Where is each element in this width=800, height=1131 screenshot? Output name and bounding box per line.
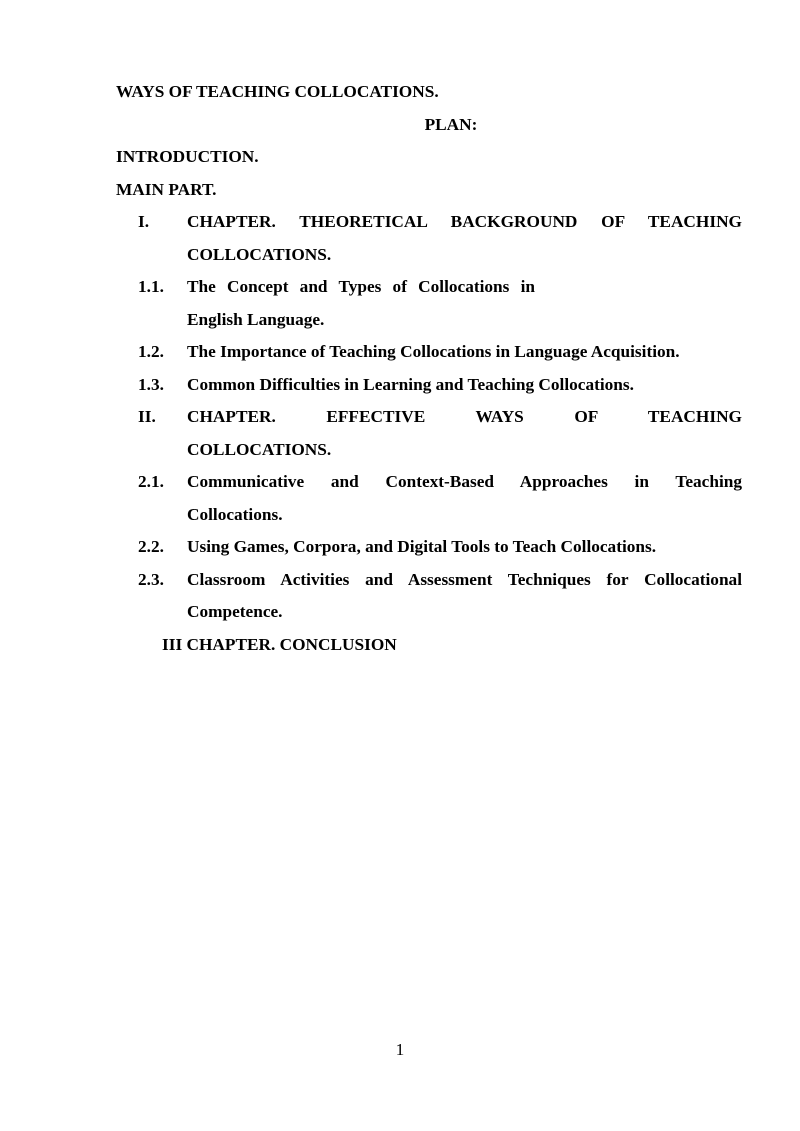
toc-text-line: Collocations.	[187, 504, 283, 524]
toc-item-2-2	[116, 531, 742, 564]
toc-text-line: Using Games, Corpora, and Digital Tools to Teach Collocations.	[187, 537, 657, 556]
toc-item-chapter-3: III CHAPTER. CONCLUSION	[162, 634, 397, 654]
toc-text-line: Classroom Activities and Assessment Techniques for Collocational	[187, 569, 742, 589]
toc-text	[187, 564, 742, 629]
toc-text-line: CHAPTER. EFFECTIVE WAYS OF TEACHING	[187, 407, 742, 426]
toc-number: 2.1.	[138, 472, 164, 491]
toc-text-line: Common Difficulties in Learning and Teaching Collocations.	[187, 374, 634, 394]
toc-text-line: CHAPTER. THEORETICAL BACKGROUND OF TEACHING	[187, 212, 742, 231]
toc-text-line: Communicative and Context-Based Approaches in Teaching	[187, 472, 742, 491]
toc-item-1-1	[116, 271, 742, 336]
toc-number: 1.2.	[138, 342, 164, 361]
toc-item-1-2	[116, 336, 742, 369]
toc-text-line: English Language.	[187, 309, 325, 329]
toc-text-line: The Importance of Teaching Collocations in Language Acquisition.	[187, 342, 680, 361]
toc-text-line: COLLOCATIONS.	[187, 439, 332, 459]
toc-text	[187, 401, 742, 466]
toc-item-chapter-1	[116, 206, 742, 271]
toc-item-2-1	[116, 466, 742, 531]
introduction-heading: INTRODUCTION.	[116, 147, 259, 166]
plan-heading: PLAN:	[424, 114, 478, 134]
toc-item-1-3	[116, 369, 742, 402]
toc-text	[187, 271, 742, 336]
toc-text	[187, 206, 742, 271]
toc-item-2-3	[116, 564, 742, 629]
toc-text	[187, 336, 742, 369]
toc-text-line: Competence.	[187, 602, 283, 621]
toc-number: 1.3.	[138, 374, 164, 394]
page-number: 1	[395, 1040, 405, 1059]
plan-content	[116, 76, 742, 661]
toc-number: 2.3.	[138, 569, 164, 589]
document-title: WAYS OF TEACHING COLLOCATIONS.	[116, 82, 439, 101]
toc-text-line: The Concept and Types of Collocations in	[187, 277, 535, 296]
toc-number: I.	[138, 212, 150, 231]
toc-number: 1.1.	[138, 277, 164, 296]
toc-item-chapter-2	[116, 401, 742, 466]
toc-text	[187, 369, 742, 402]
toc-text	[187, 531, 742, 564]
toc-text-line: COLLOCATIONS.	[187, 244, 332, 264]
toc-number: II.	[138, 407, 156, 426]
main-part-heading: MAIN PART.	[116, 179, 217, 199]
toc-number: 2.2.	[138, 537, 164, 556]
toc-text	[187, 466, 742, 531]
